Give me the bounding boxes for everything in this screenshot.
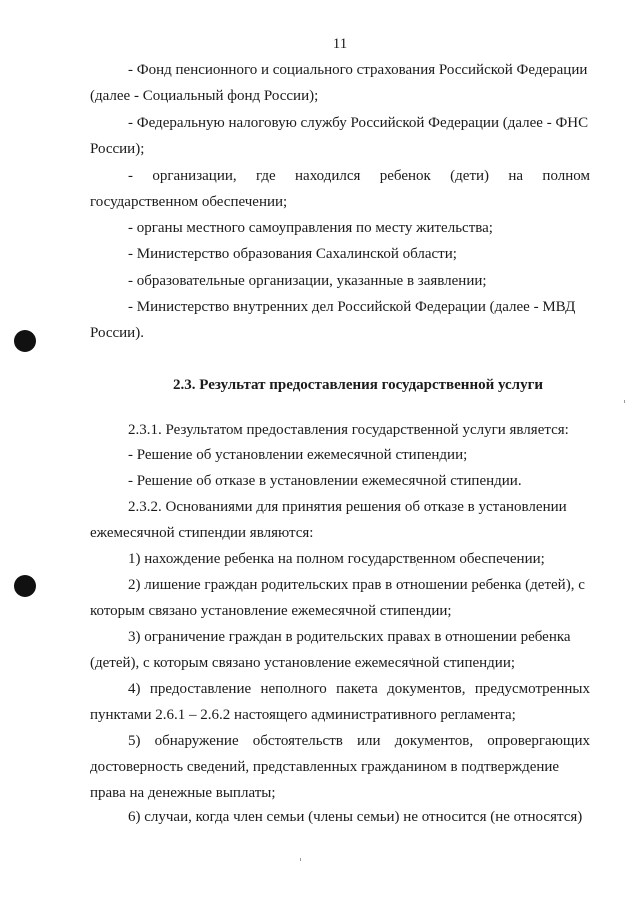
ground-2: 2) лишение граждан родительских прав в отношении ребенка (детей), с <box>128 577 585 593</box>
word: неполного <box>260 681 327 697</box>
ground-6: 6) случаи, когда член семьи (члены семьи) не относится (не относятся) <box>128 809 583 825</box>
word: организации, <box>152 168 237 184</box>
ground-5 <box>128 732 590 750</box>
list-item-tax-service: - Федеральную налоговую службу Российской Федерации (далее - ФНС <box>128 115 589 131</box>
ground-3-cont: (детей), с которым связано установление ежемесячной стипендии; <box>90 655 516 671</box>
paragraph-2-3-1: 2.3.1. Результатом предоставления государственной услуги является: <box>128 422 569 438</box>
scan-speck <box>624 400 625 403</box>
word: 5) <box>128 733 141 749</box>
ground-4-cont: пунктами 2.6.1 – 2.6.2 настоящего административного регламента; <box>90 707 516 723</box>
ground-5-cont: достоверность сведений, представленных гражданином в подтверждение <box>90 759 560 775</box>
word: обнаружение <box>154 733 239 749</box>
word: предусмотренных <box>474 681 590 697</box>
ground-3: 3) ограничение граждан в родительских правах в отношении ребенка <box>128 629 571 645</box>
word: ребенок <box>379 168 431 184</box>
word: на <box>508 168 524 184</box>
list-item-educational-orgs: - образовательные организации, указанные в заявлении; <box>128 273 487 289</box>
binder-hole-top <box>14 330 36 352</box>
result-decision-grant: - Решение об установлении ежемесячной стипендии; <box>128 447 468 463</box>
ground-5-cont-2: права на денежные выплаты; <box>90 785 276 801</box>
list-item-ministry-education: - Министерство образования Сахалинской области; <box>128 246 457 262</box>
word: где <box>255 168 276 184</box>
word: опровергающих <box>487 733 590 749</box>
paragraph-2-3-2-cont: ежемесячной стипендии являются: <box>90 525 314 541</box>
list-item-social-fund: - Фонд пенсионного и социального страхования Российской Федерации <box>128 62 588 78</box>
ground-1: 1) нахождение ребенка на полном государственном обеспечении; <box>128 551 545 567</box>
result-decision-refuse: - Решение об отказе в установлении ежемесячной стипендии. <box>128 473 522 489</box>
list-item-interior-ministry: - Министерство внутренних дел Российской Федерации (далее - МВД <box>128 299 576 315</box>
word: документов, <box>394 733 474 749</box>
page-number: 11 <box>332 36 348 52</box>
word: 4) <box>128 681 141 697</box>
list-item-local-government: - органы местного самоуправления по месту жительства; <box>128 220 493 236</box>
word: - <box>128 168 133 184</box>
binder-hole-bottom <box>14 575 36 597</box>
ground-4 <box>128 680 590 698</box>
list-item-organizations-cont: государственном обеспечении; <box>90 194 288 210</box>
list-item-tax-service-cont: России); <box>90 141 145 157</box>
word: или <box>357 733 381 749</box>
word: предоставление <box>149 681 252 697</box>
list-item-social-fund-cont: (далее - Социальный фонд России); <box>90 88 319 104</box>
list-item-organizations <box>128 167 590 185</box>
ground-2-cont: которым связано установление ежемесячной стипендии; <box>90 603 452 619</box>
word: обстоятельств <box>252 733 343 749</box>
section-heading: 2.3. Результат предоставления государственной услуги <box>173 377 544 393</box>
word: документов, <box>387 681 466 697</box>
word: полном <box>542 168 590 184</box>
paragraph-2-3-2: 2.3.2. Основаниями для принятия решения об отказе в установлении <box>128 499 567 515</box>
word: находился <box>295 168 361 184</box>
word: (дети) <box>450 168 490 184</box>
word: пакета <box>336 681 378 697</box>
list-item-interior-ministry-cont: России). <box>90 325 144 341</box>
scan-speck <box>300 858 301 861</box>
